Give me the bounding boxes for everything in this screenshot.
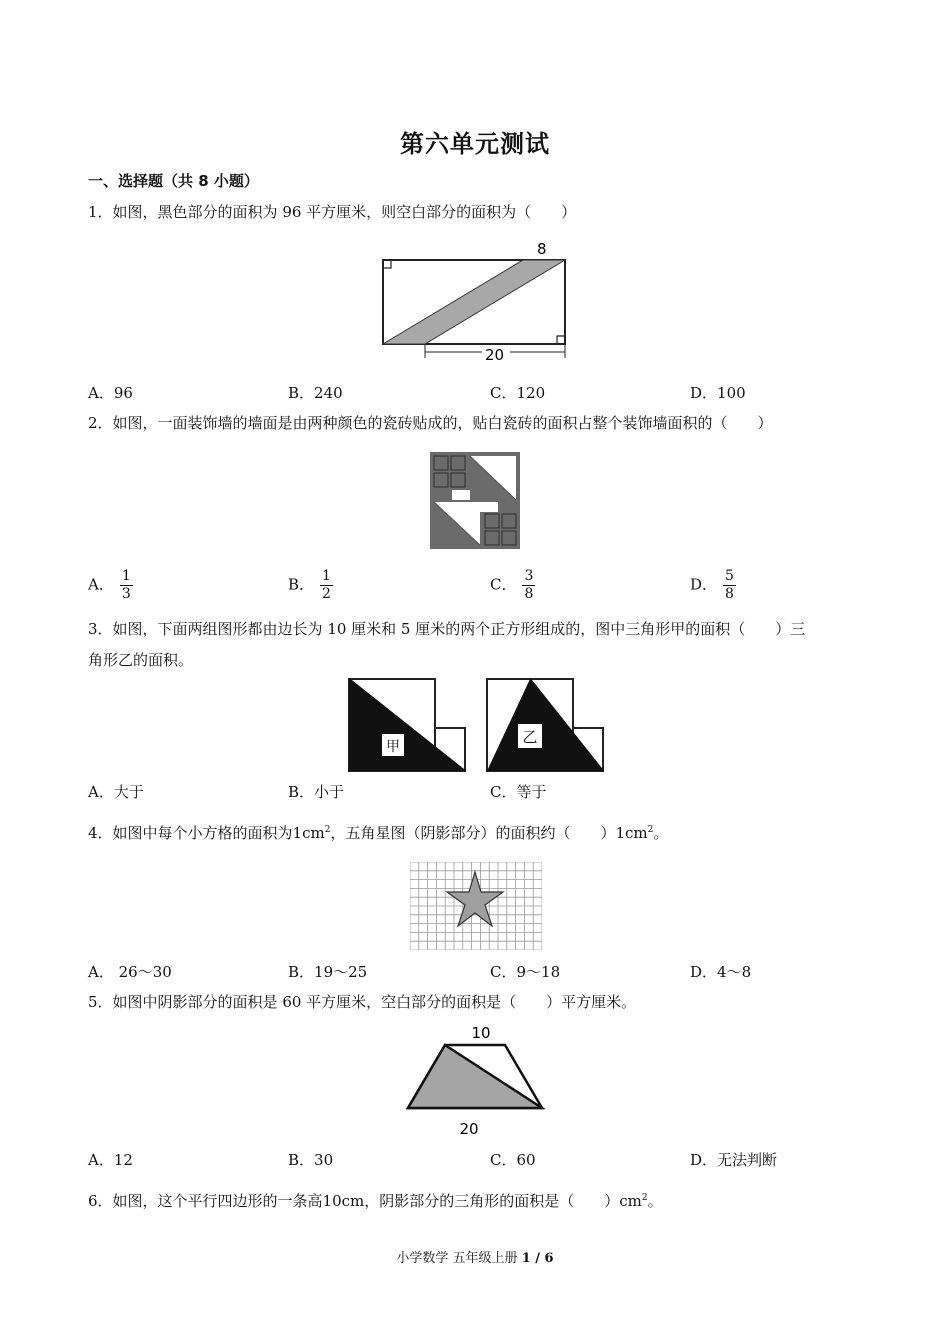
label-8: 8 <box>537 240 547 258</box>
q5-option-b[interactable]: B．30 <box>288 1151 334 1169</box>
q2-option-d-letter[interactable]: D． <box>690 575 718 594</box>
denominator: 2 <box>322 586 331 602</box>
question-4-text <box>88 815 878 848</box>
label-yi: 乙 <box>522 728 538 746</box>
question-3-line-1: 3．如图，下面两组图形都由边长为 10 厘米和 5 厘米的两个正方形组成的，图中三角形甲的面积（ ）三 <box>88 620 806 638</box>
q4-text-part-b: ，五角星图（阴影部分）的面积约（ ）1cm <box>330 824 648 842</box>
question-3-line-2: 角形乙的面积。 <box>88 651 194 669</box>
q4-text-part-c: 。 <box>653 824 669 842</box>
q2-option-c-fraction[interactable] <box>522 568 535 603</box>
q6-superscript: 2 <box>641 1193 648 1203</box>
q2-option-d-fraction[interactable] <box>723 568 736 603</box>
q1-option-c[interactable]: C．120 <box>490 384 546 402</box>
question-5-figure <box>405 1020 545 1140</box>
denominator: 8 <box>524 586 534 602</box>
footer-text: 小学数学 五年级上册 <box>396 1251 522 1266</box>
numerator: 1 <box>121 568 131 584</box>
q4-superscript-2: 2 <box>647 825 654 835</box>
label-20: 20 <box>459 1120 479 1138</box>
question-2-text: 2．如图，一面装饰墙的墙面是由两种颜色的瓷砖贴成的，贴白瓷砖的面积占整个装饰墙面积的（ ） <box>88 414 773 432</box>
q1-option-b[interactable]: B．240 <box>288 384 343 402</box>
question-4-figure <box>410 862 542 950</box>
page-number: 1 / 6 <box>521 1251 554 1266</box>
q2-option-a-fraction[interactable] <box>120 568 133 603</box>
question-1-text: 1．如图，黑色部分的面积为 96 平方厘米，则空白部分的面积为（ ） <box>88 203 577 221</box>
q2-option-b-fraction[interactable] <box>320 568 333 603</box>
question-6-text <box>88 1183 878 1216</box>
label-20: 20 <box>485 346 505 364</box>
numerator: 3 <box>524 568 534 584</box>
question-3-figure <box>346 676 608 774</box>
numerator: 1 <box>322 568 331 584</box>
question-5-text: 5．如图中阴影部分的面积是 60 平方厘米，空白部分的面积是（ ）平方厘米。 <box>88 993 637 1011</box>
denominator: 8 <box>725 586 734 602</box>
q6-text-part-b: 。 <box>647 1192 663 1210</box>
q5-option-d[interactable]: D．无法判断 <box>690 1151 778 1169</box>
page-title: 第六单元测试 <box>400 130 550 158</box>
q2-option-c-letter[interactable]: C． <box>490 575 517 594</box>
q3-option-a[interactable]: A．大于 <box>88 783 144 801</box>
q4-superscript: 2 <box>324 825 331 835</box>
q4-text-part-a: 4．如图中每个小方格的面积为1cm <box>88 824 325 842</box>
page-footer <box>0 1247 950 1266</box>
denominator: 3 <box>121 586 131 602</box>
q2-option-b-letter[interactable]: B． <box>288 575 315 594</box>
label-10: 10 <box>471 1024 491 1042</box>
q4-option-b[interactable]: B．19～25 <box>288 963 368 981</box>
q4-option-a[interactable]: A． 26～30 <box>88 963 172 981</box>
section-heading: 一、选择题（共 8 小题） <box>88 172 259 190</box>
q2-option-a-letter[interactable]: A． <box>88 575 114 594</box>
q5-option-c[interactable]: C．60 <box>490 1151 536 1169</box>
q3-option-b[interactable]: B．小于 <box>288 783 345 801</box>
q4-option-d[interactable]: D．4～8 <box>690 963 752 981</box>
q1-option-a[interactable]: A．96 <box>88 384 133 402</box>
label-jia: 甲 <box>386 739 400 755</box>
q5-option-a[interactable]: A．12 <box>88 1151 133 1169</box>
q4-option-c[interactable]: C．9～18 <box>490 963 561 981</box>
q3-option-c[interactable]: C．等于 <box>490 783 547 801</box>
question-1-figure <box>380 240 570 365</box>
numerator: 5 <box>725 568 734 584</box>
q1-option-d[interactable]: D．100 <box>690 384 746 402</box>
q6-text-part-a: 6．如图，这个平行四边形的一条高10cm，阴影部分的三角形的面积是（ ）cm <box>88 1192 642 1210</box>
question-2-figure <box>430 452 520 549</box>
